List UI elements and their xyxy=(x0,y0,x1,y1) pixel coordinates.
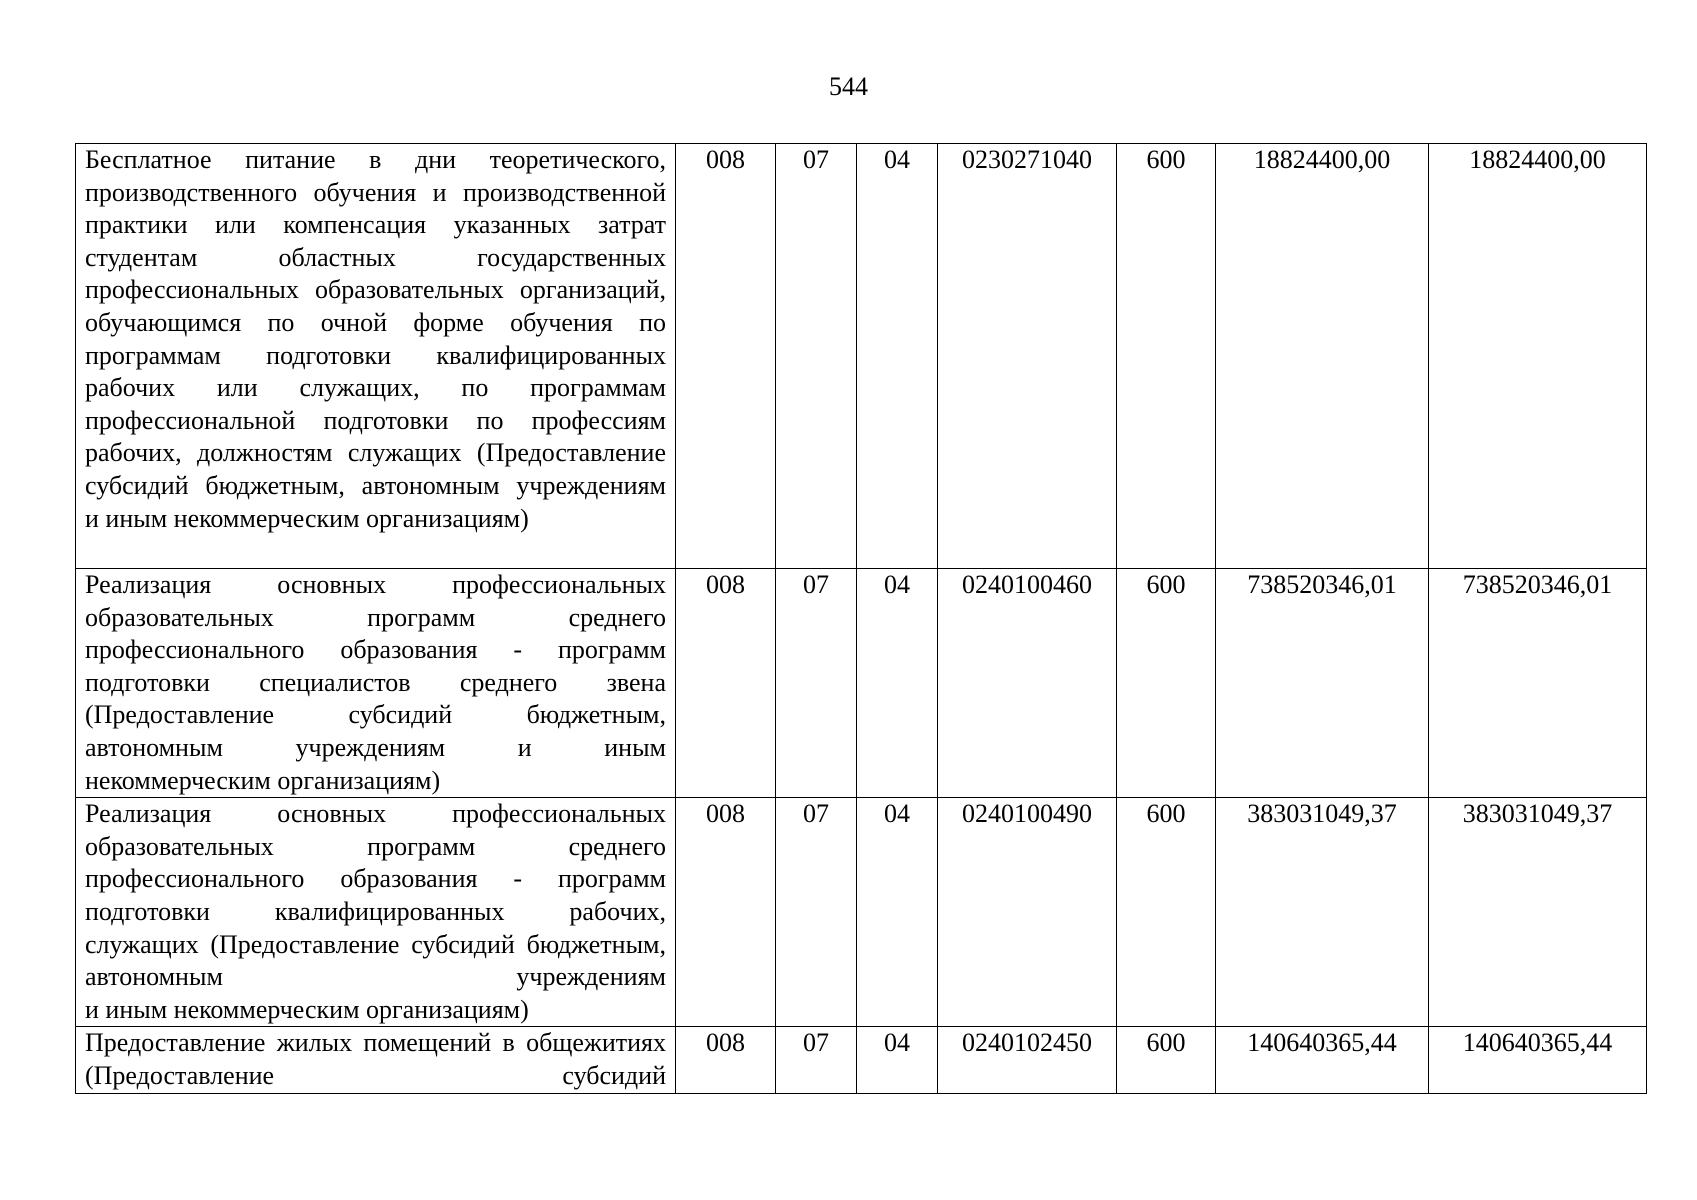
budget-table xyxy=(75,143,1647,1094)
item-description: Предоставление жилых помещений в общежитиях (Предоставление субсидий xyxy=(76,1027,676,1093)
ministry-code: 008 xyxy=(676,144,776,569)
subsection-code: 04 xyxy=(857,144,938,569)
amount-2: 738520346,01 xyxy=(1429,569,1647,798)
ministry-code: 008 xyxy=(676,569,776,798)
table-row xyxy=(76,1027,1647,1093)
section-code: 07 xyxy=(776,1027,857,1093)
section-code: 07 xyxy=(776,569,857,798)
expense-type-code: 600 xyxy=(1117,1027,1216,1093)
target-item-code: 0240102450 xyxy=(938,1027,1117,1093)
ministry-code: 008 xyxy=(676,798,776,1027)
section-code: 07 xyxy=(776,144,857,569)
target-item-code: 0240100460 xyxy=(938,569,1117,798)
target-item-code: 0240100490 xyxy=(938,798,1117,1027)
subsection-code: 04 xyxy=(857,1027,938,1093)
page-number: 544 xyxy=(829,72,868,101)
amount-2: 383031049,37 xyxy=(1429,798,1647,1027)
table-row xyxy=(76,144,1647,569)
item-description: Реализация основных профессиональных образовательных программ среднего профессионального образования - программ подготовки специалистов среднего звена (Предоставление субсидий бюджетным, автономным учреждениям и иным некоммерческим организациям) xyxy=(76,569,676,798)
amount-2: 18824400,00 xyxy=(1429,144,1647,569)
section-code: 07 xyxy=(776,798,857,1027)
subsection-code: 04 xyxy=(857,569,938,798)
amount-2: 140640365,44 xyxy=(1429,1027,1647,1093)
amount-1: 18824400,00 xyxy=(1216,144,1429,569)
item-description: Реализация основных профессиональных образовательных программ среднего профессионального образования - программ подготовки квалифицированных рабочих, служащих (Предоставление субсидий бюджетным, автономным учреждениям и иным некоммерческим организациям) xyxy=(76,798,676,1027)
target-item-code: 0230271040 xyxy=(938,144,1117,569)
expense-type-code: 600 xyxy=(1117,144,1216,569)
table-row xyxy=(76,569,1647,798)
amount-1: 383031049,37 xyxy=(1216,798,1429,1027)
amount-1: 738520346,01 xyxy=(1216,569,1429,798)
subsection-code: 04 xyxy=(857,798,938,1027)
item-description: Бесплатное питание в дни теоретического, производственного обучения и производственной практики или компенсация указанных затрат студентам областных государственных профессиональных образовательных организаций, обучающимся по очной форме обучения по программам подготовки квалифицированных рабочих или служащих, по программам профессиональной подготовки по профессиям рабочих, должностям служащих (Предоставление субсидий бюджетным, автономным учреждениям и иным некоммерческим организациям) xyxy=(76,144,676,569)
amount-1: 140640365,44 xyxy=(1216,1027,1429,1093)
expense-type-code: 600 xyxy=(1117,798,1216,1027)
ministry-code: 008 xyxy=(676,1027,776,1093)
table-row xyxy=(76,798,1647,1027)
expense-type-code: 600 xyxy=(1117,569,1216,798)
